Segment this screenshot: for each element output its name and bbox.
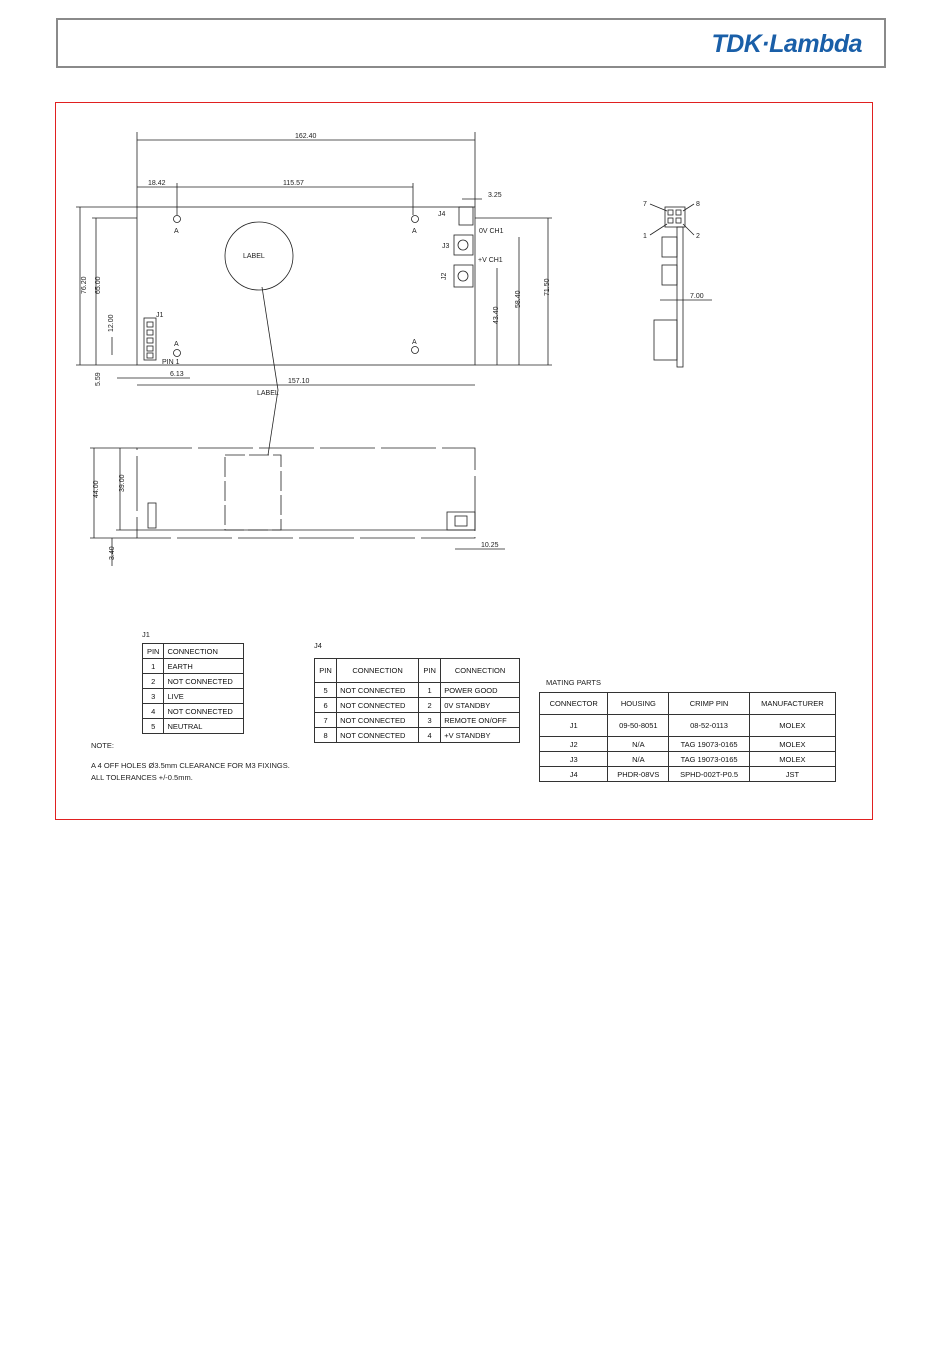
side-pin1: 1 — [643, 233, 647, 240]
table-cell: J2 — [540, 737, 608, 752]
table-cell: 5 — [143, 719, 164, 734]
table-cell: 08-52-0113 — [669, 715, 750, 737]
table-cell: N/A — [608, 737, 669, 752]
tdk-lambda-logo: TDK·Lambda — [711, 30, 862, 58]
table-cell: 2 — [143, 674, 164, 689]
dim-board-length: 157.10 — [288, 378, 310, 385]
mount-hole — [174, 216, 181, 223]
table-header: CONNECTION — [337, 659, 419, 683]
table-cell: 8 — [315, 728, 337, 743]
side-pcb-edge — [677, 227, 683, 367]
table-cell: TAG 19073-0165 — [669, 737, 750, 752]
dim-height-total: 76.20 — [81, 276, 88, 294]
table-cell: 09-50-8051 — [608, 715, 669, 737]
table-cell: SPHD-002T-P0.5 — [669, 767, 750, 782]
side-pin7: 7 — [643, 201, 647, 208]
table-row — [540, 715, 836, 737]
table-cell: MOLEX — [749, 715, 835, 737]
j4-label: J4 — [438, 211, 446, 218]
table-cell: +V STANDBY — [441, 728, 520, 743]
table-cell: J4 — [540, 767, 608, 782]
table-cell: EARTH — [164, 659, 244, 674]
dim-edge-bottom: 5.59 — [95, 372, 102, 386]
label-circle-text: LABEL — [243, 253, 265, 260]
profile-outline — [137, 448, 475, 538]
table-cell: NOT CONNECTED — [164, 674, 244, 689]
pin1-label: PIN 1 — [162, 359, 180, 366]
table-cell: JST — [749, 767, 835, 782]
table-cell: 7 — [315, 713, 337, 728]
j3-label: J3 — [442, 243, 450, 250]
table-row — [315, 683, 520, 698]
table-header: HOUSING — [608, 693, 669, 715]
table-header: CONNECTION — [441, 659, 520, 683]
j4-pin-table — [314, 658, 520, 743]
table-header: PIN — [419, 659, 441, 683]
j4-table-title: J4 — [314, 641, 322, 650]
table-row — [315, 728, 520, 743]
profile-label-block — [225, 455, 281, 530]
dim-height-inner: 65.00 — [95, 276, 102, 294]
table-cell: NOT CONNECTED — [337, 728, 419, 743]
ov-ch1-label: 0V CH1 — [479, 228, 504, 235]
table-cell: 5 — [315, 683, 337, 698]
table-cell: 0V STANDBY — [441, 698, 520, 713]
table-cell: 3 — [419, 713, 441, 728]
label-arrow-text: LABEL — [257, 390, 279, 397]
table-header-row — [143, 644, 244, 659]
dim-h58: 58.40 — [515, 290, 522, 308]
table-cell: LIVE — [164, 689, 244, 704]
table-cell: 1 — [143, 659, 164, 674]
table-cell: N/A — [608, 752, 669, 767]
table-cell: PHDR-08VS — [608, 767, 669, 782]
j1-connector — [144, 318, 156, 360]
table-header: CONNECTOR — [540, 693, 608, 715]
table-header-row — [315, 659, 520, 683]
table-cell: 4 — [419, 728, 441, 743]
table-cell: TAG 19073-0165 — [669, 752, 750, 767]
table-cell: 4 — [143, 704, 164, 719]
table-cell: POWER GOOD — [441, 683, 520, 698]
table-cell: NOT CONNECTED — [337, 698, 419, 713]
table-row — [143, 704, 244, 719]
j1-table-title: J1 — [142, 630, 150, 639]
table-row — [143, 659, 244, 674]
side-pin8: 8 — [696, 201, 700, 208]
table-row — [143, 689, 244, 704]
table-cell: MOLEX — [749, 752, 835, 767]
dim-profile-inner: 39.00 — [119, 474, 126, 492]
j2-terminal — [454, 265, 473, 287]
table-header-row — [540, 693, 836, 715]
notes-heading: NOTE: — [91, 741, 114, 750]
table-header: CRIMP PIN — [669, 693, 750, 715]
dim-profile-base: 3.40 — [109, 546, 116, 560]
pcb-outline-top — [137, 207, 475, 365]
table-cell: MOLEX — [749, 737, 835, 752]
note-line-1: A 4 OFF HOLES Ø3.5mm CLEARANCE FOR M3 FIXINGS. — [91, 761, 290, 770]
hole-mark: A — [412, 339, 417, 346]
table-row — [540, 737, 836, 752]
table-cell: 2 — [419, 698, 441, 713]
dim-h43: 43.40 — [493, 306, 500, 324]
table-row — [315, 698, 520, 713]
mating-parts-table — [539, 692, 836, 782]
table-row — [315, 713, 520, 728]
table-header: MANUFACTURER — [749, 693, 835, 715]
mount-hole — [174, 350, 181, 357]
table-cell: J1 — [540, 715, 608, 737]
table-cell: NOT CONNECTED — [337, 713, 419, 728]
j1-label: J1 — [156, 312, 164, 319]
hole-mark: A — [412, 228, 417, 235]
table-cell: 1 — [419, 683, 441, 698]
hole-mark: A — [174, 341, 179, 348]
j2-label: J2 — [441, 272, 448, 280]
table-cell: J3 — [540, 752, 608, 767]
hole-mark: A — [174, 228, 179, 235]
dim-hole-offset: 18.42 — [148, 180, 166, 187]
mount-hole — [412, 216, 419, 223]
pv-ch1-label: +V CH1 — [478, 257, 503, 264]
table-cell: NEUTRAL — [164, 719, 244, 734]
table-cell: NOT CONNECTED — [164, 704, 244, 719]
dim-pin-offset: 6.13 — [170, 371, 184, 378]
dim-profile-right: 10.25 — [481, 542, 499, 549]
note-line-2: ALL TOLERANCES +/-0.5mm. — [91, 773, 193, 782]
table-cell: REMOTE ON/OFF — [441, 713, 520, 728]
j4-connector — [459, 207, 473, 225]
side-pin2: 2 — [696, 233, 700, 240]
mating-table-title: MATING PARTS — [546, 678, 602, 687]
table-row — [143, 674, 244, 689]
table-header: PIN — [143, 644, 164, 659]
dim-side-width: 7.00 — [690, 293, 704, 300]
table-header: CONNECTION — [164, 644, 244, 659]
table-cell: 3 — [143, 689, 164, 704]
dim-h71: 71.50 — [544, 278, 551, 296]
j3-terminal — [454, 235, 473, 255]
table-cell: NOT CONNECTED — [337, 683, 419, 698]
table-cell: 6 — [315, 698, 337, 713]
j1-pin-table — [142, 643, 244, 734]
mount-hole — [412, 347, 419, 354]
table-row — [143, 719, 244, 734]
table-row — [540, 752, 836, 767]
table-row — [540, 767, 836, 782]
table-header: PIN — [315, 659, 337, 683]
dim-height-j1: 12.00 — [108, 314, 115, 332]
dim-hole-pitch: 115.57 — [283, 180, 304, 187]
dim-profile-total: 44.00 — [93, 480, 100, 498]
dim-overall-length: 162.40 — [295, 133, 317, 140]
dim-edge-small: 3.25 — [488, 192, 502, 199]
